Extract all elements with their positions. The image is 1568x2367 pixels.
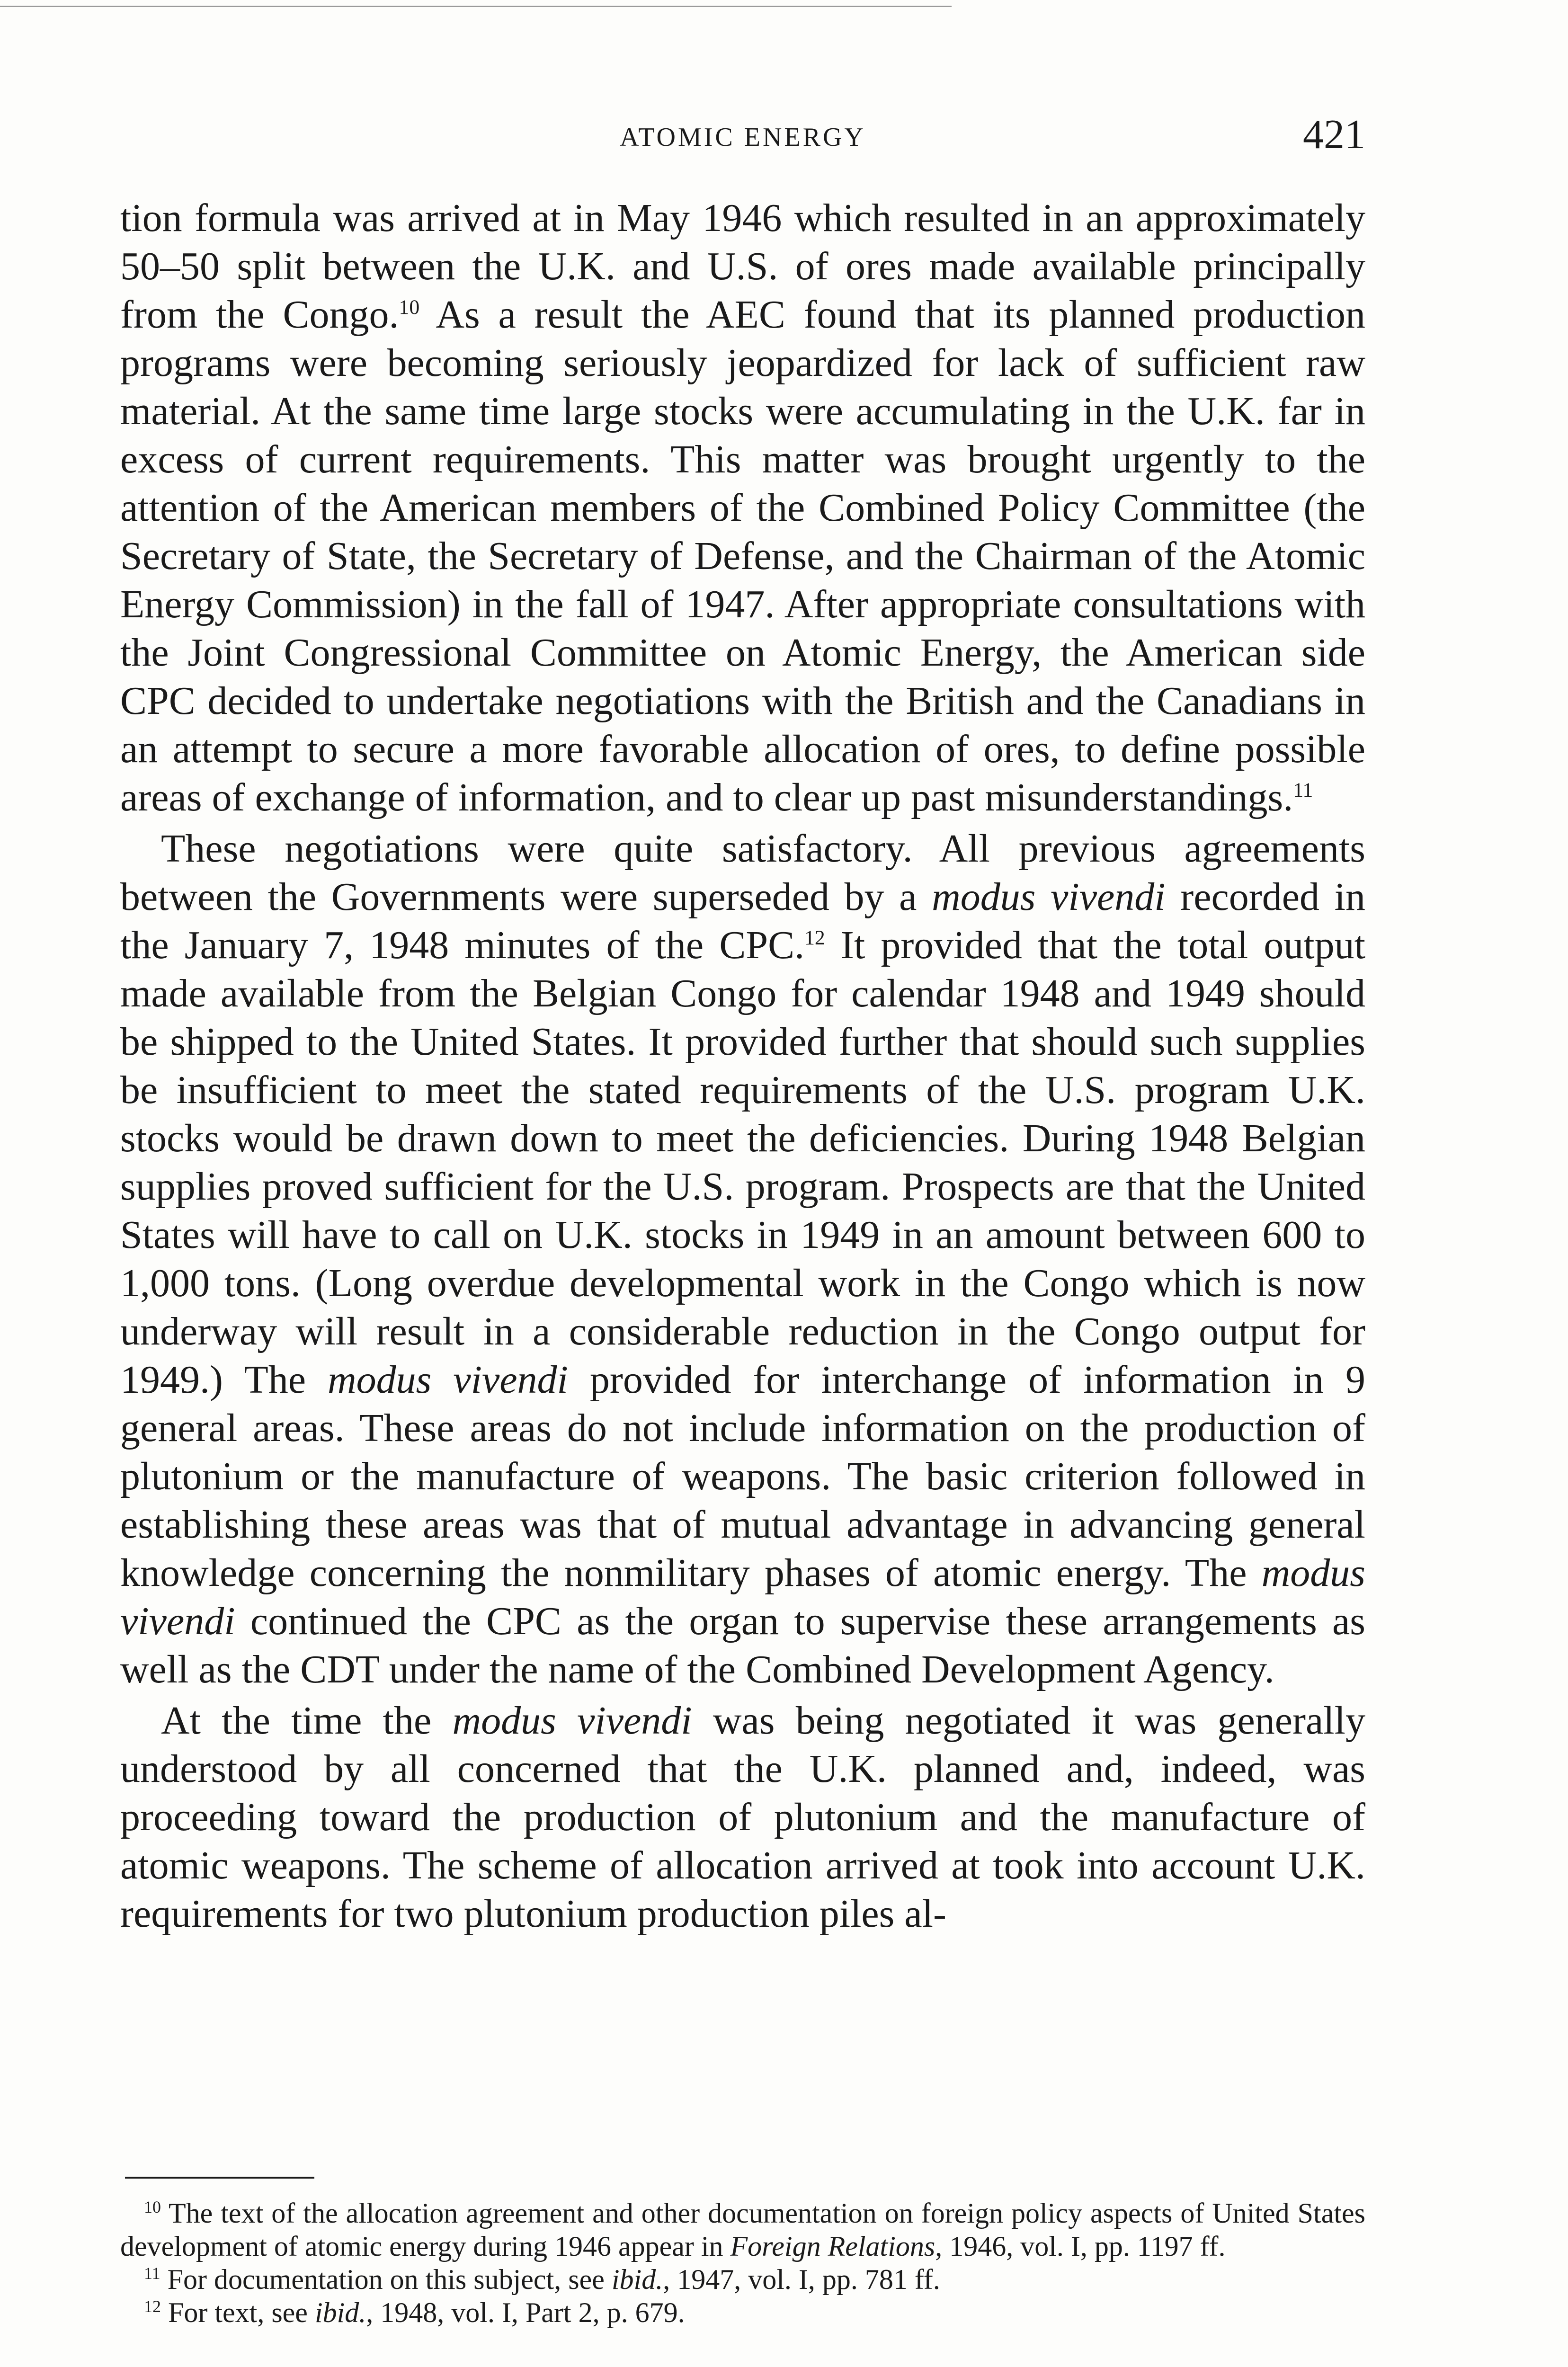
paragraph-3: [120, 1697, 1365, 1938]
footnote-12-italic: ibid.: [314, 2297, 366, 2328]
footnote-11-italic: ibid.: [611, 2264, 663, 2295]
paragraph-3-text-b: was being negotiated it was generally understood by all concerned that the U.K. planned and, indeed, was proceeding toward the production of plutonium and the manufacture of atomic weapons. The scheme of allocation arrived at took into account U.K. requirements for two plutonium production piles al-: [120, 1699, 1365, 1936]
paragraph-3-text-a: At the time the: [161, 1699, 453, 1743]
paragraph-3-italic-a: modus vivendi: [452, 1699, 692, 1743]
footnote-ref-11[interactable]: 11: [1293, 779, 1313, 801]
paragraph-1-text-a: tion formula was arrived at in May 1946 which resulted in an approximately 50–50 split between the U.K. and U.S. of ores made available principally from the Congo.: [120, 196, 1365, 337]
footnote-divider: [125, 2177, 314, 2179]
footnote-11-text-a: For documentation on this subject, see: [160, 2264, 612, 2295]
page-header: [120, 109, 1365, 166]
footnote-ref-10[interactable]: 10: [399, 296, 420, 319]
footnote-marker-12: 12: [144, 2297, 161, 2316]
paragraph-2-text-d: provided for interchange of information in 9 general areas. These areas do not include information on the production of plutonium or the manufacture of weapons. The basic criterion followed in establishing these areas was that of mutual advantage in advancing general knowledge concerning the nonmilitary phases of atomic energy. The: [120, 1358, 1365, 1595]
page-number: 421: [1303, 112, 1365, 158]
top-edge-rule: [0, 6, 952, 7]
footnotes: [120, 2197, 1365, 2329]
paragraph-2-italic-b: modus vivendi: [328, 1358, 568, 1402]
running-head: ATOMIC ENERGY: [620, 123, 866, 152]
paragraph-2-text-e: continued the CPC as the organ to supervise these arrangements as well as the CDT under the name of the Combined Development Agency.: [120, 1599, 1365, 1691]
footnote-12-text-b: , 1948, vol. I, Part 2, p. 679.: [366, 2297, 685, 2328]
footnote-ref-12[interactable]: 12: [804, 926, 825, 949]
footnote-10-italic: Foreign Relations: [730, 2231, 935, 2262]
footnote-10-text-b: , 1946, vol. I, pp. 1197 ff.: [935, 2231, 1226, 2262]
footnote-10-text-a: The text of the allocation agreement and other documentation on foreign policy aspects of United States development of atomic energy during 1946 appear in: [120, 2198, 1365, 2262]
footnote-marker-11: 11: [144, 2264, 160, 2283]
body-text: [120, 194, 1365, 1938]
paragraph-2-text-c: It provided that the total output made available from the Belgian Congo for calendar 1948 and 1949 should be shipped to the United States. It provided further that should such supplies be insufficient to meet the stated requirements of the U.S. program U.K. stocks would be drawn down to meet the deficiencies. During 1948 Belgian supplies proved sufficient for the U.S. program. Prospects are that the United States will have to call on U.K. stocks in 1949 in an amount between 600 to 1,000 tons. (Long overdue developmental work in the Congo which is now underway will result in a considerable reduction in the Congo output for 1949.) The: [120, 923, 1365, 1402]
paragraph-1-text-b: As a result the AEC found that its planned production programs were becoming seriously jeopardized for lack of sufficient raw material. At the same time large stocks were accumulating in the U.K. far in excess of current requirements. This matter was brought urgently to the attention of the American members of the Combined Policy Committee (the Secretary of State, the Secretary of Defense, and the Chairman of the Atomic Energy Commission) in the fall of 1947. After appropriate consultations with the Joint Congressional Committee on Atomic Energy, the American side CPC decided to undertake negotiations with the British and the Canadians in an attempt to secure a more favorable allocation of ores, to define possible areas of exchange of information, and to clear up past misunderstandings.: [120, 293, 1365, 819]
footnote-12: [120, 2296, 1365, 2329]
footnote-10: [120, 2197, 1365, 2263]
paragraph-1: [120, 194, 1365, 822]
paragraph-2-text-a: These negotiations were quite satisfactory. All previous agreements between the Governments were superseded by a: [120, 827, 1365, 919]
paragraph-2-italic-c: modus vivendi: [120, 1551, 1365, 1643]
paragraph-2-italic-a: modus vivendi: [932, 875, 1166, 919]
footnote-11-text-b: , 1947, vol. I, pp. 781 ff.: [663, 2264, 940, 2295]
footnote-12-text-a: For text, see: [161, 2297, 315, 2328]
paragraph-2: [120, 825, 1365, 1694]
paragraph-2-text-b: recorded in the January 7, 1948 minutes of the CPC.: [120, 875, 1365, 967]
footnote-marker-10: 10: [144, 2198, 161, 2216]
footnote-11: [120, 2263, 1365, 2296]
